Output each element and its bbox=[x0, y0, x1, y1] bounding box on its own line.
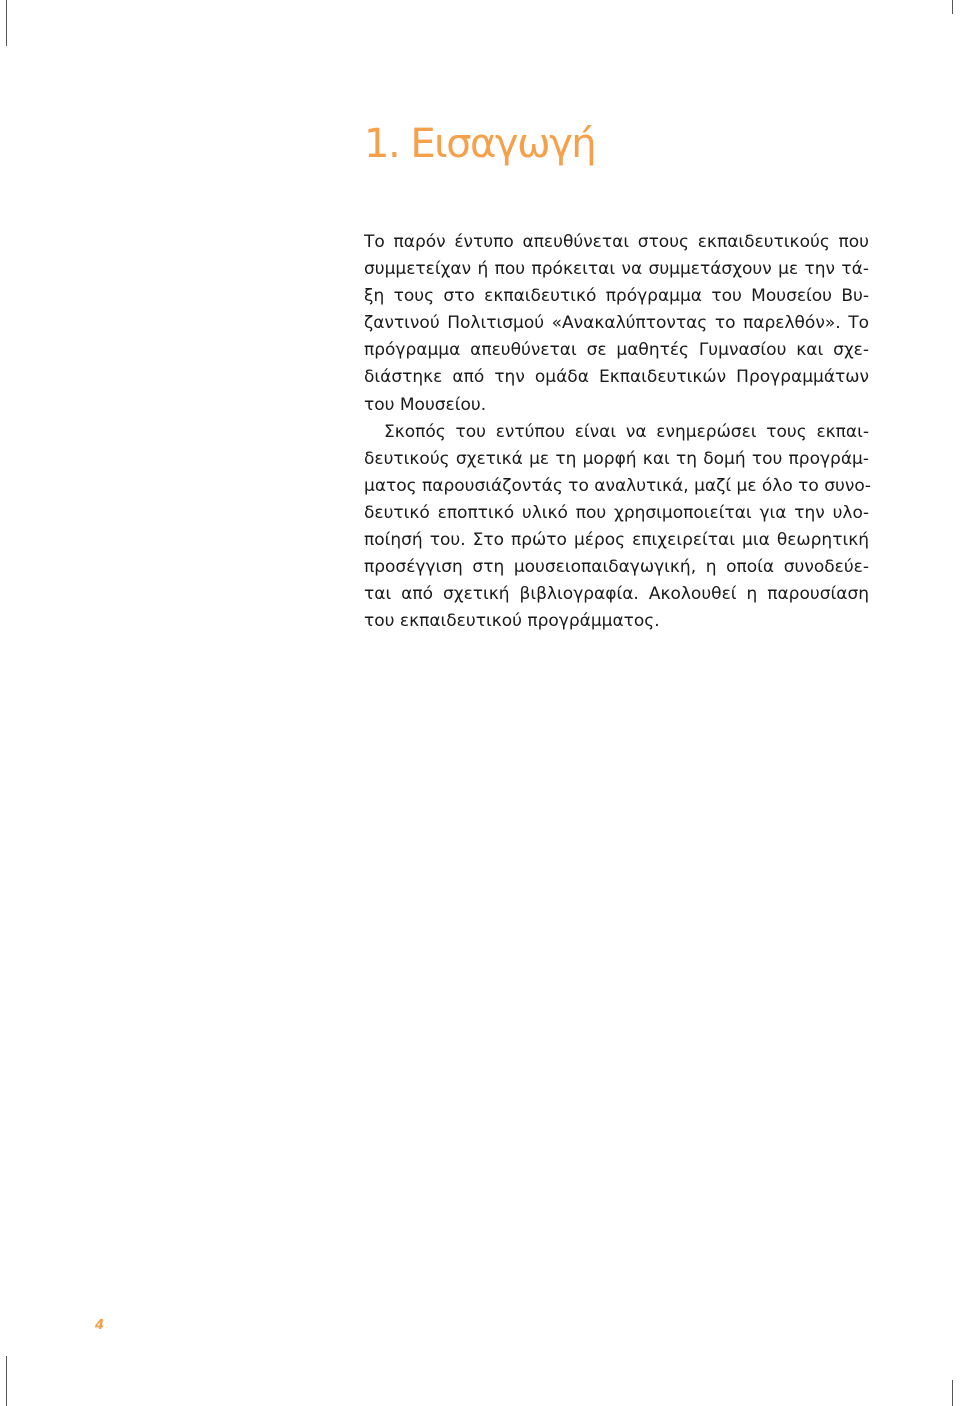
text-line: του Μουσείου. bbox=[364, 394, 487, 415]
text-line: Το παρόν έντυπο απευθύνεται στους εκπαιδευτικούς που bbox=[364, 232, 869, 252]
chapter-title: 1. Εισαγωγή bbox=[364, 121, 596, 167]
text-line: δευτικούς σχετικά με τη μορφή και τη δομή του προγράμ- bbox=[364, 448, 869, 469]
text-line: ξη τους στο εκπαιδευτικό πρόγραμμα του Μουσείου Βυ- bbox=[364, 286, 869, 307]
text-line: του εκπαιδευτικού προγράμματος. bbox=[364, 611, 660, 632]
crop-mark-top-left bbox=[6, 0, 7, 46]
crop-mark-bottom-right bbox=[952, 1380, 953, 1406]
text-line: ποίησή του. Στο πρώτο μέρος επιχειρείται μια θεωρητική bbox=[364, 530, 869, 551]
text-line: Σκοπός του εντύπου είναι να ενημερώσει τους εκπαι- bbox=[384, 421, 869, 442]
page-number: 4 bbox=[95, 1318, 105, 1333]
body-text bbox=[364, 229, 869, 635]
text-line: συμμετείχαν ή που πρόκειται να συμμετάσχουν με την τά- bbox=[364, 259, 869, 280]
text-line: διάστηκε από την ομάδα Εκπαιδευτικών Προγραμμάτων bbox=[364, 367, 869, 388]
text-line: ματος παρουσιάζοντάς το αναλυτικά, μαζί με όλο το συνο- bbox=[364, 475, 871, 496]
text-line: δευτικό εποπτικό υλικό που χρησιμοποιείται για την υλο- bbox=[364, 502, 869, 523]
crop-mark-bottom-left bbox=[6, 1356, 7, 1406]
text-line: προσέγγιση στη μουσειοπαιδαγωγική, η οποία συνοδεύε- bbox=[364, 557, 869, 578]
text-line: ζαντινού Πολιτισμού «Ανακαλύπτοντας το παρελθόν». Το bbox=[364, 313, 869, 334]
text-line: πρόγραμμα απευθύνεται σε μαθητές Γυμνασίου και σχε- bbox=[364, 340, 869, 361]
crop-mark-top-right bbox=[952, 0, 953, 14]
text-line: ται από σχετική βιβλιογραφία. Ακολουθεί η παρουσίαση bbox=[364, 584, 869, 605]
